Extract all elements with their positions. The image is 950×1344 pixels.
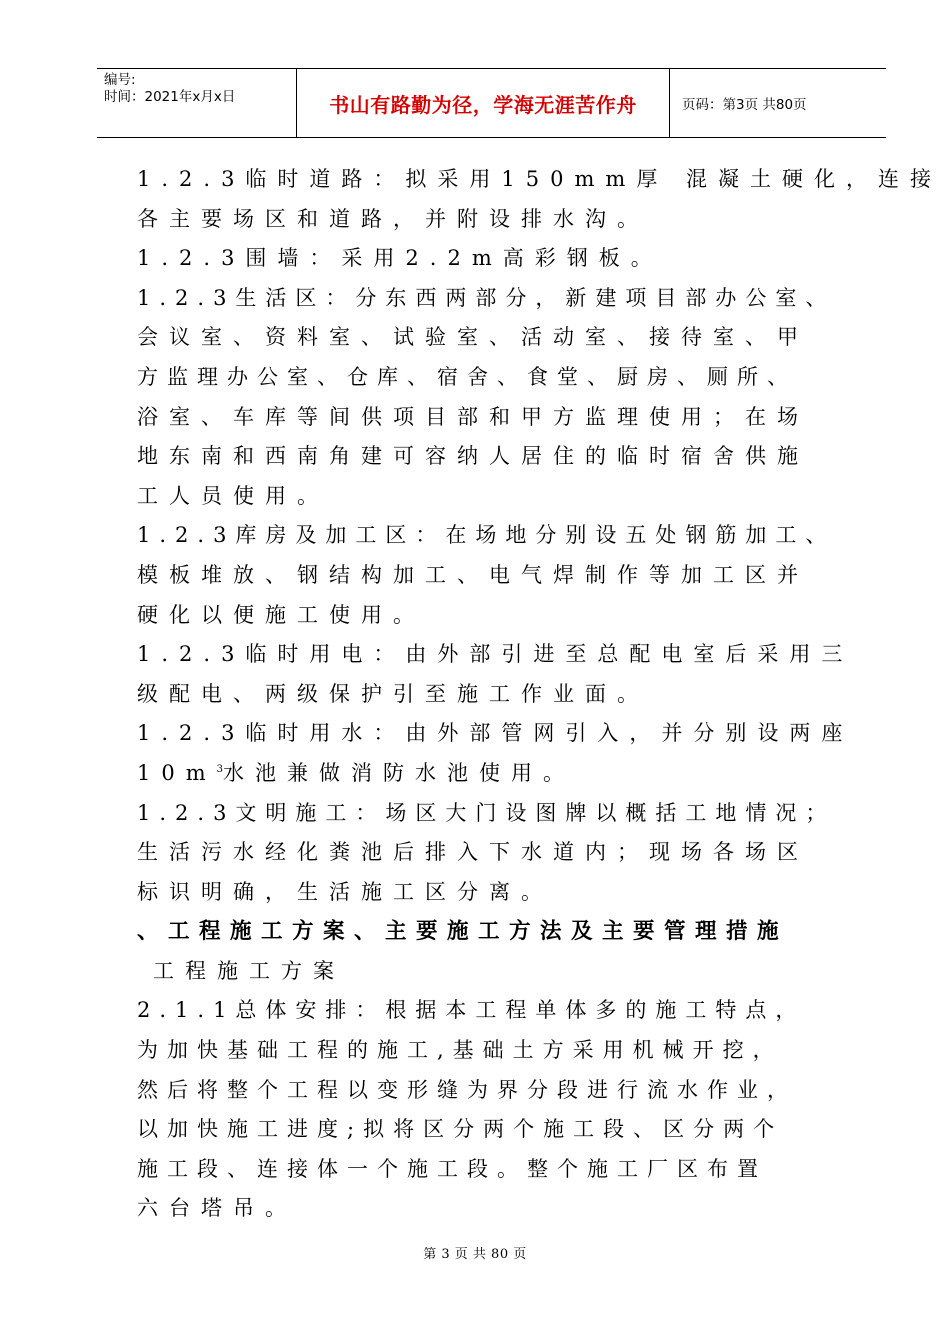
text-line: 以加快施工进度;拟将区分两个施工段、区分两个 xyxy=(137,1117,784,1142)
text-line: 施工段、连接体一个施工段。整个施工厂区布置 xyxy=(137,1156,767,1181)
text-line: 1.2.3生活区：分东西两部分，新建项目部办公室、 xyxy=(137,285,836,310)
text-line: 浴室、车库等间供项目部和甲方监理使用；在场 xyxy=(137,404,809,429)
serial-label: 编号: xyxy=(104,72,136,88)
text-line-water xyxy=(137,754,867,794)
text-line: 生活污水经化粪池后排入下水道内；现场各场区 xyxy=(137,840,809,865)
time-label: 时间：2021年x月x日 xyxy=(104,89,236,105)
text-line: 1.2.3临时用水：由外部管网引入，并分别设两座 xyxy=(137,721,854,746)
header-motto: 书山有路勤为径，学海无涯苦作舟 xyxy=(297,69,670,137)
text-line: 硬化以便施工使用。 xyxy=(137,602,425,627)
text-line: 会议室、资料室、试验室、活动室、接待室、甲 xyxy=(137,325,809,350)
text-line: 标识明确，生活施工区分离。 xyxy=(137,879,553,904)
text-line: 1.2.3围墙：采用2.2m高彩钢板。 xyxy=(137,246,663,271)
page-footer: 第 3 页 共 80 页 xyxy=(423,1247,527,1262)
text-line: 模板堆放、钢结构加工、电气焊制作等加工区并 xyxy=(137,562,809,587)
text-line: 1.2.3临时道路：拟采用150mm厚 混凝土硬化，连接 xyxy=(137,167,943,191)
page-header xyxy=(97,68,886,138)
text-line: 地东南和西南角建可容纳人居住的临时宿舍供施 xyxy=(137,444,809,469)
header-meta xyxy=(97,69,297,137)
header-page-info: 页码：第3页 共80页 xyxy=(682,97,807,113)
water-prefix: 10m xyxy=(137,760,217,785)
text-line: 为加快基础工程的施工,基础土方采用机械开挖， xyxy=(137,1038,783,1063)
text-line: 方监理办公室、仓库、宿舍、食堂、厨房、厕所、 xyxy=(137,364,797,389)
text-line: 2.1.1总体安排：根据本工程单体多的施工特点， xyxy=(137,998,806,1023)
water-sup: 3 xyxy=(216,763,224,775)
text-line: 六台塔吊。 xyxy=(137,1196,297,1221)
text-line: 级配电、两级保护引至施工作业面。 xyxy=(137,681,649,706)
text-line: 各主要场区和道路，并附设排水沟。 xyxy=(137,206,649,231)
section-heading: 、工程施工方案、主要施工方法及主要管理措施 xyxy=(137,919,789,945)
text-line: 1.2.3文明施工：场区大门设图牌以概括工地情况； xyxy=(137,800,836,825)
text-line: 然后将整个工程以变形缝为界分段进行流水作业， xyxy=(137,1077,797,1102)
text-line: 1.2.3临时用电：由外部引进至总配电室后采用三 xyxy=(137,642,854,667)
water-suffix: 水池兼做消防水池使用。 xyxy=(223,760,576,785)
text-line: 1.2.3库房及加工区：在场地分别设五处钢筋加工、 xyxy=(137,523,836,548)
document-body xyxy=(137,160,943,1229)
text-line: 工人员使用。 xyxy=(137,483,329,508)
sub-heading: 工程施工方案 xyxy=(153,958,345,983)
